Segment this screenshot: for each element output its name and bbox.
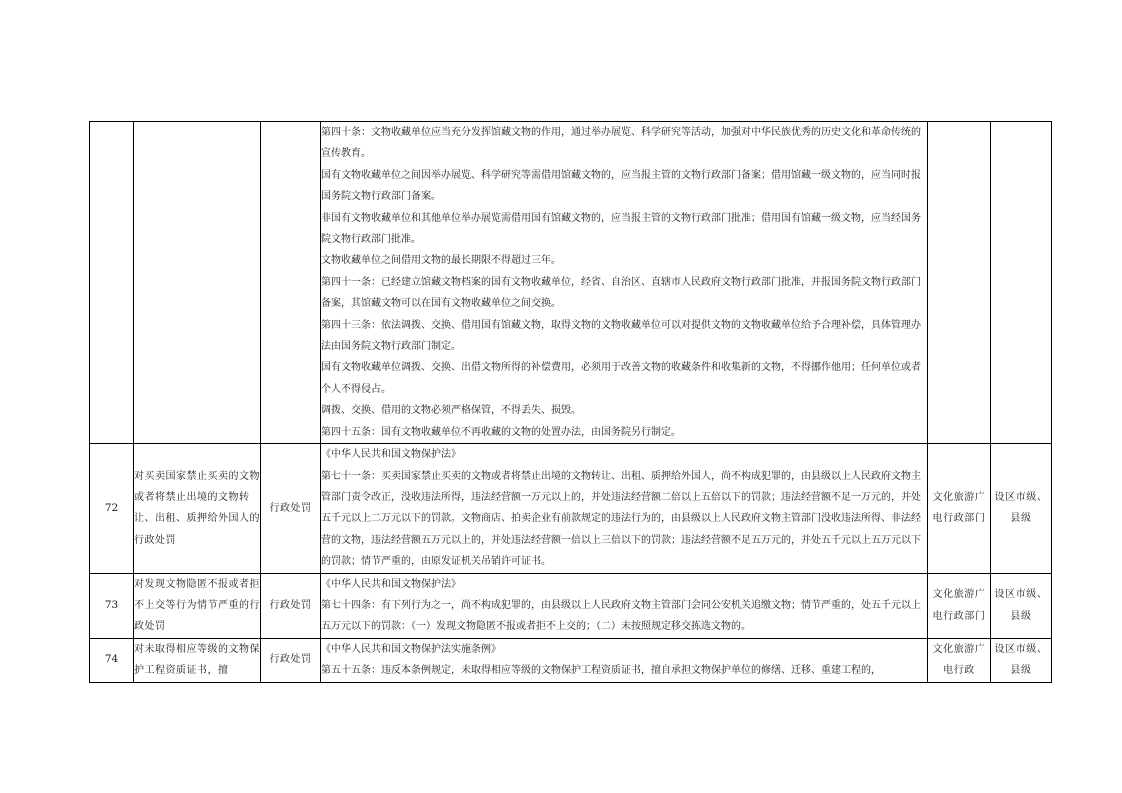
item-name: 对买卖国家禁止买卖的文物或者将禁止出境的文物转让、出租、质押给外国人的行政处罚 — [134, 444, 261, 573]
item-name: 对未取得相应等级的文物保护工程资质证书，擅 — [134, 638, 261, 682]
legal-basis — [321, 444, 928, 573]
basis-paragraph: 非国有文物收藏单位和其他单位举办展览需借用国有馆藏文物的，应当报主管的文物行政部门批准；借用国有馆藏一级文物，应当经国务院文物行政部门批准。 — [321, 212, 921, 246]
legal-basis — [321, 573, 928, 638]
row-number: 72 — [90, 444, 134, 573]
enforcement-type: 行政处罚 — [261, 573, 321, 638]
item-name: 对发现文物隐匿不报或者拒不上交等行为情节严重的行政处罚 — [134, 573, 261, 638]
basis-paragraph: 第五十五条：违反本条例规定，未取得相应等级的文物保护工程资质证书，擅自承担文物保护单位的修缮、迁移、重建工程的， — [321, 665, 881, 677]
legal-basis — [321, 122, 928, 444]
table-row — [90, 573, 1052, 638]
basis-paragraph: 国有文物收藏单位之间因举办展览、科学研究等需借用馆藏文物的，应当报主管的文物行政部门备案；借用馆藏一级文物的，应当同时报国务院文物行政部门备案。 — [321, 169, 921, 203]
administrative-level: 设区市级、县级 — [991, 573, 1052, 638]
basis-paragraph: 第四十五条：国有文物收藏单位不再收藏的文物的处置办法，由国务院另行制定。 — [321, 426, 681, 438]
administrative-level — [991, 122, 1052, 444]
basis-paragraph: 调拨、交换、借用的文物必须严格保管，不得丢失、损毁。 — [321, 405, 581, 417]
table-row — [90, 444, 1052, 573]
responsible-department: 文化旅游广电行政 — [928, 638, 991, 682]
basis-paragraph: 《中华人民共和国文物保护法实施条例》 — [321, 643, 501, 655]
table-row — [90, 122, 1052, 444]
enforcement-type — [261, 122, 321, 444]
basis-paragraph: 《中华人民共和国文物保护法》 — [321, 449, 461, 461]
row-number: 74 — [90, 638, 134, 682]
basis-paragraph: 第七十一条：买卖国家禁止买卖的文物或者将禁止出境的文物转让、出租、质押给外国人，尚不构成犯罪的，由县级以上人民政府文物主管部门责令改正，没收违法所得，违法经营额一万元以上的，并处违法经营额二倍以上五倍以下的罚款；违法经营额不足一万元的，并处五千元以上二万元以下的罚款。文物商店、拍卖企业有前款规定的违法行为的，由县级以上人民政府文物主管部门没收违法所得、非法经营的文物，违法经营额五万元以上的，并处违法经营额一倍以上三倍以下的罚款；违法经营额不足五万元的，并处五千元以上五万元以下的罚款；情节严重的，由原发证机关吊销许可证书。 — [321, 470, 921, 568]
item-name — [134, 122, 261, 444]
basis-paragraph: 《中华人民共和国文物保护法》 — [321, 578, 461, 590]
responsible-department: 文化旅游广电行政部门 — [928, 573, 991, 638]
basis-paragraph: 国有文物收藏单位调拨、交换、出借文物所得的补偿费用，必须用于改善文物的收藏条件和收集新的文物，不得挪作他用；任何单位或者个人不得侵占。 — [321, 362, 921, 395]
table-row — [90, 638, 1052, 682]
regulation-table — [89, 121, 1052, 683]
basis-paragraph: 第七十四条：有下列行为之一，尚不构成犯罪的，由县级以上人民政府文物主管部门会同公安机关追缴文物；情节严重的，处五千元以上五万元以下的罚款：（一）发现文物隐匿不报或者拒不上交的；（二）未按照规定移交拣选文物的。 — [321, 599, 921, 633]
basis-paragraph: 第四十条：文物收藏单位应当充分发挥馆藏文物的作用，通过举办展览、科学研究等活动，加强对中华民族优秀的历史文化和革命传统的宣传教育。 — [321, 127, 921, 160]
responsible-department: 文化旅游广电行政部门 — [928, 444, 991, 573]
responsible-department — [928, 122, 991, 444]
basis-paragraph: 文物收藏单位之间借用文物的最长期限不得超过三年。 — [321, 255, 561, 267]
basis-paragraph: 第四十三条：依法调拨、交换、借用国有馆藏文物，取得文物的文物收藏单位可以对提供文物的文物收藏单位给予合理补偿，具体管理办法由国务院文物行政部门制定。 — [321, 319, 921, 353]
basis-paragraph: 第四十一条：已经建立馆藏文物档案的国有文物收藏单位，经省、自治区、直辖市人民政府文物行政部门批准，并报国务院文物行政部门备案，其馆藏文物可以在国有文物收藏单位之间交换。 — [321, 276, 921, 310]
administrative-level: 设区市级、县级 — [991, 638, 1052, 682]
enforcement-type: 行政处罚 — [261, 638, 321, 682]
row-number: 73 — [90, 573, 134, 638]
legal-basis — [321, 638, 928, 682]
administrative-level: 设区市级、县级 — [991, 444, 1052, 573]
enforcement-type: 行政处罚 — [261, 444, 321, 573]
row-number — [90, 122, 134, 444]
